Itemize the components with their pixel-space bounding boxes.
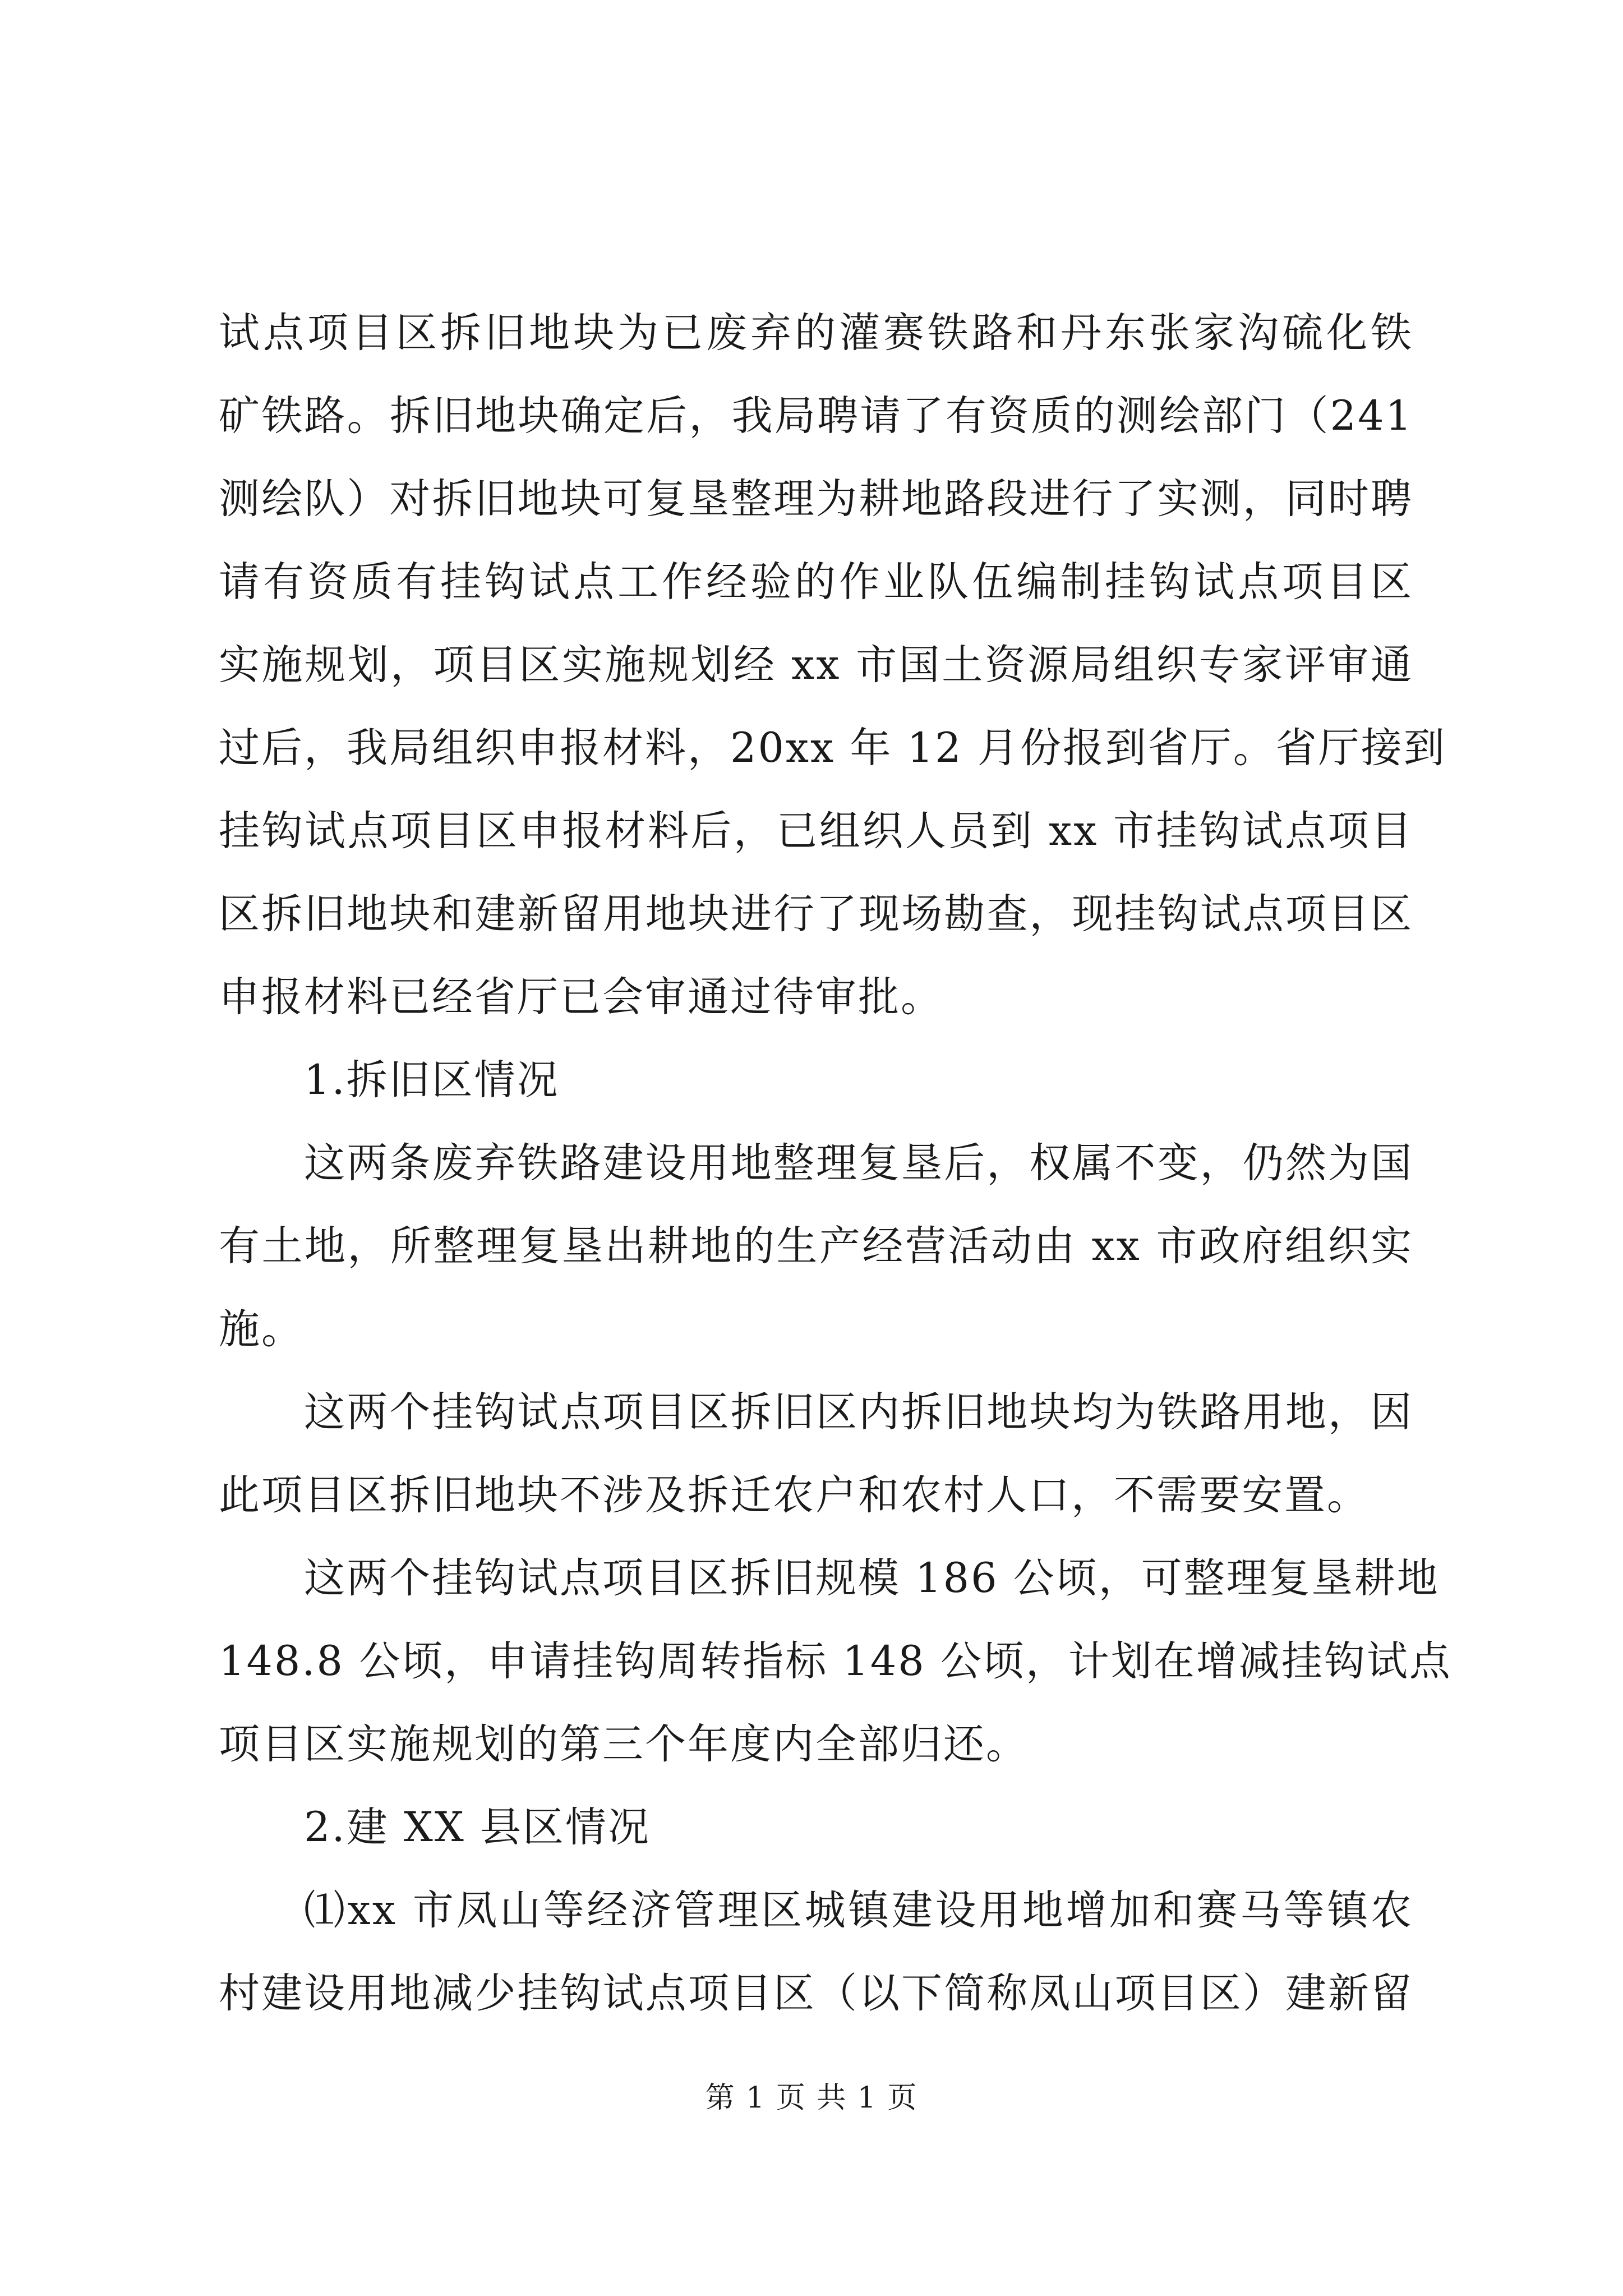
text-line: 申报材料已经省厅已会审通过待审批。 [219, 973, 943, 1021]
text-line: 项目区实施规划的第三个年度内全部归还。 [219, 1720, 1029, 1768]
text-line: 这两个挂钩试点项目区拆旧规模 186 公顷，可整理复垦耕地 [304, 1554, 1440, 1602]
text-line: 此项目区拆旧地块不涉及拆迁农户和农村人口，不需要安置。 [219, 1471, 1370, 1519]
text-line: 村建设用地减少挂钩试点项目区（以下简称凤山项目区）建新留 [219, 1970, 1413, 2017]
text-line: 有土地，所整理复垦出耕地的生产经营活动由 xx 市政府组织实 [219, 1222, 1413, 1270]
text-line: 过后，我局组织申报材料，20xx 年 12 月份报到省厅。省厅接到 [219, 724, 1446, 772]
text-line: 148.8 公顷，申请挂钩周转指标 148 公顷，计划在增减挂钩试点 [219, 1637, 1452, 1685]
text-line: 测绘队）对拆旧地块可复垦整理为耕地路段进行了实测，同时聘 [219, 475, 1413, 523]
text-line: 这两条废弃铁路建设用地整理复垦后，权属不变，仍然为国 [304, 1139, 1413, 1187]
text-line: 实施规划，项目区实施规划经 xx 市国土资源局组织专家评审通 [219, 641, 1413, 689]
text-line: 区拆旧地块和建新留用地块进行了现场勘查，现挂钩试点项目区 [219, 890, 1413, 938]
text-line: 请有资质有挂钩试点工作经验的作业队伍编制挂钩试点项目区 [219, 558, 1413, 606]
text-line: 施。 [219, 1305, 304, 1353]
text-line: 这两个挂钩试点项目区拆旧区内拆旧地块均为铁路用地，因 [304, 1388, 1413, 1436]
text-line: 试点项目区拆旧地块为已废弃的灌赛铁路和丹东张家沟硫化铁 [219, 309, 1413, 357]
text-line: 挂钩试点项目区申报材料后，已组织人员到 xx 市挂钩试点项目 [219, 807, 1413, 855]
text-line: 矿铁路。拆旧地块确定后，我局聘请了有资质的测绘部门（241 [219, 392, 1413, 440]
page-footer: 第 1 页 共 1 页 [705, 2081, 918, 2115]
text-line: 2.建 XX 县区情况 [304, 1803, 651, 1851]
document-body [219, 292, 1452, 2035]
text-line: ⑴xx 市凤山等经济管理区城镇建设用地增加和赛马等镇农 [304, 1887, 1413, 1934]
text-line: 1.拆旧区情况 [304, 1056, 560, 1104]
